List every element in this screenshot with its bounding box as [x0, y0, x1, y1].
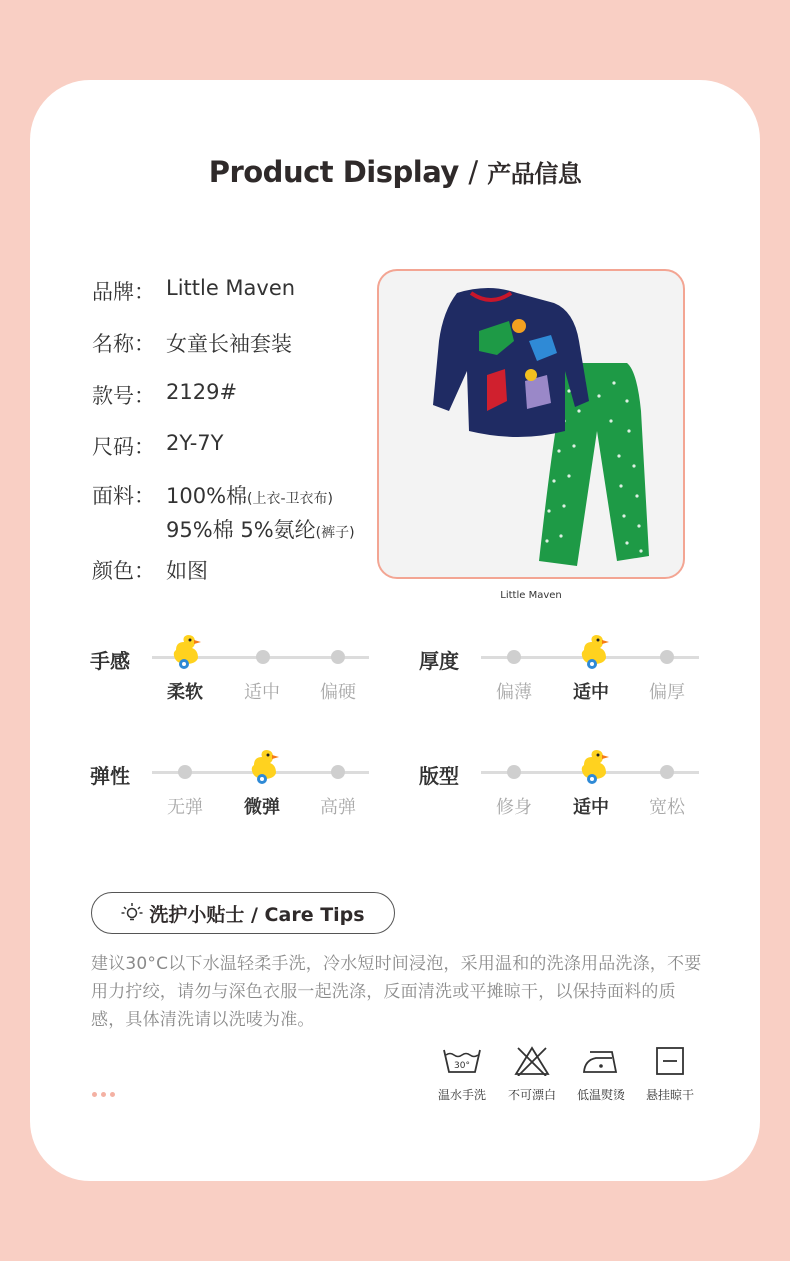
scale-dot: [660, 765, 674, 779]
scale-dot: [331, 765, 345, 779]
option-elasticity-high: 高弹: [320, 797, 356, 818]
lightbulb-icon: [121, 902, 143, 924]
care-icon-low-iron: 低温熨烫: [565, 1046, 637, 1103]
scale-label-fit: 版型: [419, 764, 459, 788]
option-fit-slim: 修身: [496, 797, 532, 818]
product-photo: [377, 269, 685, 579]
duck-marker-icon: [168, 632, 204, 670]
option-fit-regular: 适中: [573, 797, 609, 818]
photo-caption: Little Maven: [500, 590, 562, 601]
option-fit-loose: 宽松: [649, 797, 685, 818]
low-iron-icon: [582, 1046, 620, 1076]
info-brand: 品牌： Little Maven: [92, 276, 296, 304]
care-instructions: 建议30°C以下水温轻柔手洗，冷水短时间浸泡，采用温和的洗涤用品洗涤，不要用力拧绞，请勿与深色衣服一起洗涤，反面清洗或平摊晾干，以保持面料的质感，具体清洗请以洗唛为准。: [91, 954, 702, 1030]
care-tips-label: 洗护小贴士 / Care Tips: [149, 903, 365, 926]
option-thickness-thick: 偏厚: [649, 682, 685, 703]
decorative-dots: [92, 1092, 115, 1097]
info-color: 颜色： 如图: [92, 559, 208, 583]
scale-label-elasticity: 弹性: [90, 764, 130, 788]
care-icon-hand-wash: 30° 温水手洗: [426, 1046, 498, 1103]
option-elasticity-slight: 微弹: [244, 797, 280, 818]
care-icon-no-bleach: 不可漂白: [496, 1046, 568, 1103]
option-feel-medium: 适中: [244, 682, 280, 703]
scale-dot: [660, 650, 674, 664]
duck-marker-icon: [246, 747, 282, 785]
info-size: 尺码： 2Y-7Y: [92, 431, 224, 459]
scale-dot: [178, 765, 192, 779]
svg-text:30°: 30°: [454, 1061, 470, 1071]
duck-marker-icon: [576, 632, 612, 670]
duck-marker-icon: [576, 747, 612, 785]
option-feel-hard: 偏硬: [320, 682, 356, 703]
scale-dot: [507, 650, 521, 664]
scale-label-feel: 手感: [90, 649, 130, 673]
scale-label-thickness: 厚度: [419, 649, 459, 673]
no-bleach-icon: [514, 1046, 550, 1076]
scale-dot: [331, 650, 345, 664]
info-style-no: 款号： 2129#: [92, 380, 238, 408]
care-tips-pill: [91, 892, 395, 934]
hang-dry-icon: [655, 1046, 685, 1076]
scale-dot: [507, 765, 521, 779]
option-thickness-thin: 偏薄: [496, 682, 532, 703]
hand-wash-icon: [442, 1046, 482, 1076]
option-thickness-medium: 适中: [573, 682, 609, 703]
outfit-illustration: [379, 271, 685, 579]
info-name: 名称： 女童长袖套装: [92, 332, 292, 356]
care-icon-hang-dry: 悬挂晾干: [634, 1046, 706, 1103]
option-feel-soft: 柔软: [167, 682, 203, 703]
scale-dot: [256, 650, 270, 664]
info-fabric: 面料： 100%棉(上衣-卫衣布) 95%棉 5%氨纶(裤子): [92, 484, 355, 542]
page-title: Product Display / 产品信息: [208, 155, 582, 189]
option-elasticity-none: 无弹: [167, 797, 203, 818]
